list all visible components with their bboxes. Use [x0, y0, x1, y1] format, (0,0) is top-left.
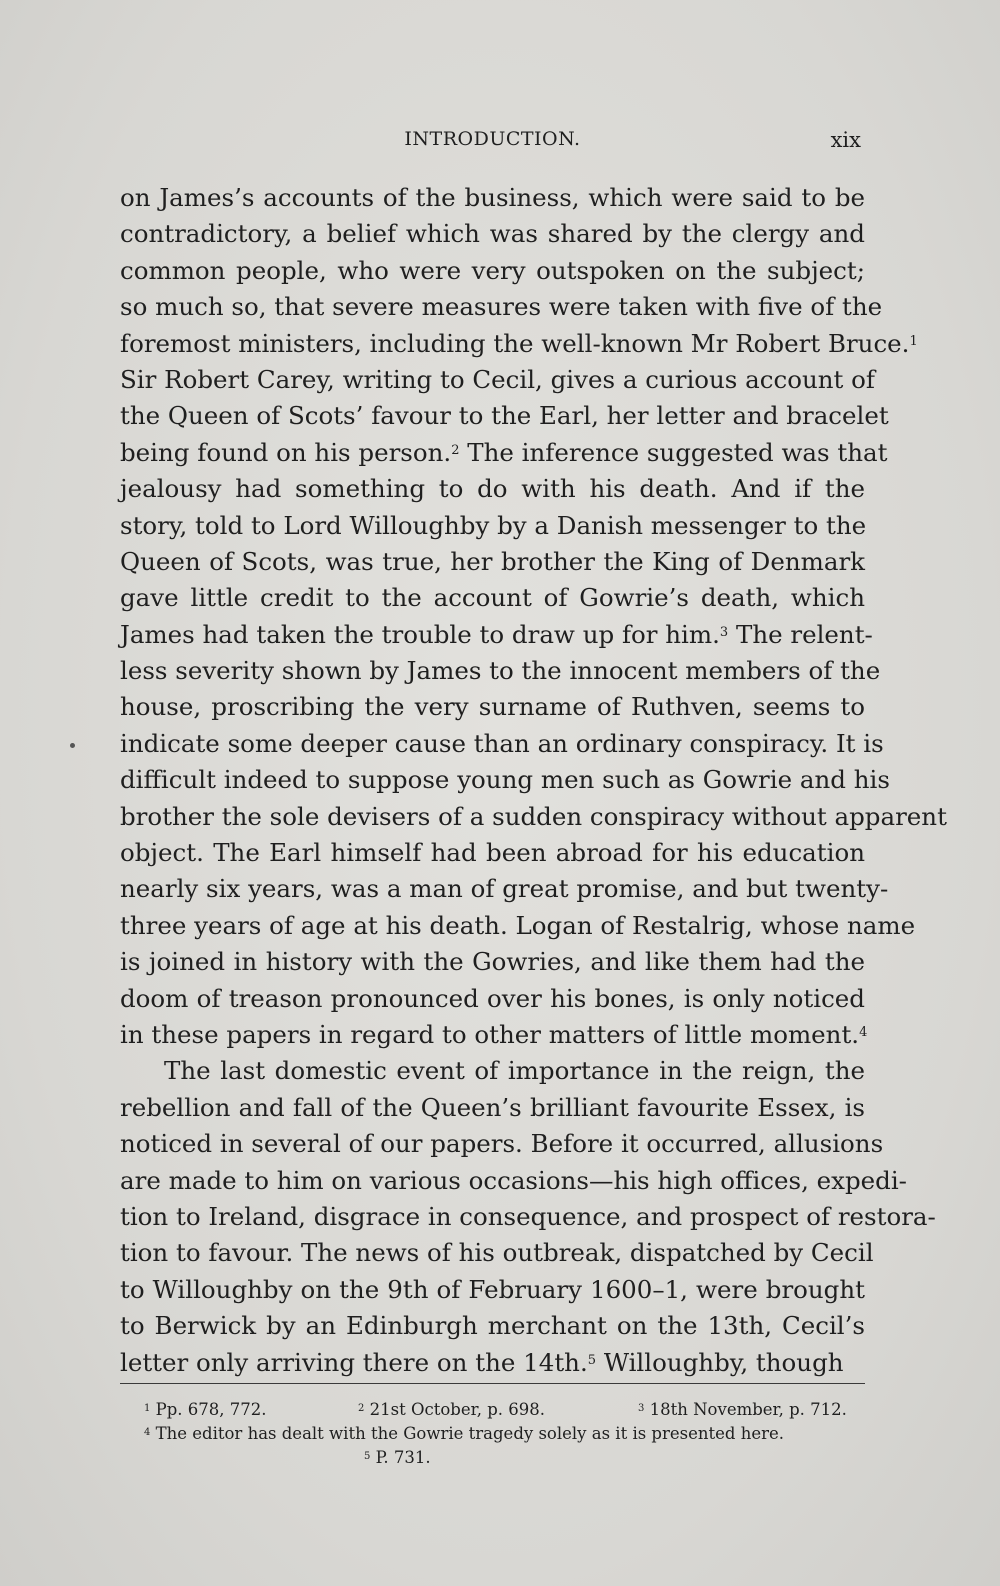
body-line	[120, 617, 873, 653]
body-line-text: Queen of Scots, was true, her brother the King of Denmark	[120, 546, 865, 576]
body-line	[120, 981, 865, 1017]
body-line-text: letter only arriving there on the 14th.	[120, 1347, 588, 1377]
body-line	[120, 362, 875, 398]
footnote-text: P. 731.	[375, 1448, 431, 1467]
body-line-text: doom of treason pronounced over his bones, is only noticed	[120, 983, 865, 1013]
footnote-mark: 1	[144, 1403, 151, 1414]
body-line	[120, 1199, 936, 1235]
body-line	[120, 908, 916, 944]
footnote-text: 18th November, p. 712.	[649, 1400, 847, 1419]
body-line-text: brother the sole devisers of a sudden conspiracy without apparent	[120, 801, 947, 831]
body-line	[120, 1272, 865, 1308]
body-line	[120, 835, 865, 871]
body-line	[120, 653, 881, 689]
body-line	[120, 871, 889, 907]
footnote-row	[120, 1398, 865, 1422]
body-line	[120, 471, 865, 507]
page-number: xix	[830, 128, 861, 152]
body-line	[120, 253, 865, 289]
body-line	[120, 1017, 868, 1053]
body-line-text: tion to favour. The news of his outbreak, dispatched by Cecil	[120, 1238, 874, 1268]
body-line-text: less severity shown by James to the innocent members of the	[120, 656, 881, 686]
body-line	[120, 1308, 865, 1344]
body-line-text: contradictory, a belief which was shared by the clergy and	[120, 219, 865, 249]
footnote-mark: 5	[364, 1451, 371, 1462]
body-line	[120, 1235, 874, 1271]
footnote-reference: 5	[587, 1352, 597, 1368]
body-line	[120, 1126, 884, 1162]
body-line-text: in these papers in regard to other matters of little moment.	[120, 1019, 860, 1049]
body-line	[120, 762, 890, 798]
body-line	[120, 326, 918, 362]
footnote-5	[364, 1446, 431, 1470]
body-line	[120, 180, 865, 216]
running-title: INTRODUCTION.	[404, 128, 581, 150]
footnote-reference: 4	[859, 1024, 868, 1040]
body-line-text: so much so, that severe measures were taken with five of the	[120, 292, 883, 322]
footnote-reference: 1	[909, 333, 918, 349]
footnote-row	[120, 1422, 865, 1446]
footnote-reference: 2	[451, 442, 460, 458]
body-line-text: three years of age at his death. Logan of Restalrig, whose name	[120, 910, 916, 940]
footnote-3	[638, 1398, 847, 1422]
body-line-text: common people, who were very outspoken on the subject;	[120, 255, 865, 285]
footnote-reference: 3	[719, 624, 729, 640]
body-line	[120, 1090, 865, 1126]
footnote-4	[144, 1422, 784, 1446]
footnote-row	[120, 1446, 865, 1470]
margin-speck	[70, 743, 75, 748]
body-line-continuation: Willoughby, though	[596, 1347, 844, 1377]
body-line	[120, 508, 865, 544]
body-line-text: to Berwick by an Edinburgh merchant on the 13th, Cecil’s	[120, 1311, 865, 1341]
footnote-2	[358, 1398, 545, 1422]
footnotes	[120, 1398, 865, 1470]
body-line-text: being found on his person.	[120, 437, 452, 467]
body-line-text: object. The Earl himself had been abroad for his education	[120, 838, 865, 868]
body-line	[120, 544, 865, 580]
body-line-text: story, told to Lord Willoughby by a Danish messenger to the	[120, 510, 867, 540]
body-line	[120, 398, 889, 434]
body-line-text: indicate some deeper cause than an ordinary conspiracy. It is	[120, 728, 884, 758]
body-line-text: is joined in history with the Gowries, and like them had the	[120, 947, 865, 977]
body-line	[120, 1163, 907, 1199]
body-line	[120, 580, 865, 616]
page-header	[120, 128, 865, 162]
body-line-text: jealousy had something to do with his death. And if the	[120, 474, 865, 504]
body-line	[120, 689, 865, 725]
body-line-text: difficult indeed to suppose young men such as Gowrie and his	[120, 765, 890, 795]
body-line-continuation: The relent-	[728, 619, 873, 649]
body-line-text: on James’s accounts of the business, which were said to be	[120, 183, 865, 212]
body-line	[120, 726, 884, 762]
body-line-text: noticed in several of our papers. Before it occurred, allusions	[120, 1129, 884, 1159]
body-line-text: James had taken the trouble to draw up for him.	[120, 619, 720, 649]
body-line	[120, 289, 883, 325]
body-line	[120, 216, 865, 252]
body-line	[120, 435, 888, 471]
body-line-continuation: The inference suggested was that	[459, 437, 888, 467]
body-line	[120, 1053, 865, 1089]
footnote-mark: 2	[358, 1403, 365, 1414]
body-line-text: gave little credit to the account of Gowrie’s death, which	[120, 583, 865, 613]
body-line	[120, 944, 865, 980]
body-line-text: are made to him on various occasions—his high offices, expedi-	[120, 1165, 907, 1195]
body-line-text: to Willoughby on the 9th of February 1600–1, were brought	[120, 1274, 865, 1304]
footnote-text: The editor has dealt with the Gowrie tragedy solely as it is presented here.	[155, 1424, 784, 1443]
footnote-text: 21st October, p. 698.	[369, 1400, 545, 1419]
body-line-text: nearly six years, was a man of great promise, and but twenty-	[120, 874, 889, 904]
body-line-text: Sir Robert Carey, writing to Cecil, gives a curious account of	[120, 364, 875, 394]
body-line-text: tion to Ireland, disgrace in consequence, and prospect of restora-	[120, 1201, 936, 1231]
body-text	[120, 180, 947, 1381]
body-line	[120, 1345, 865, 1381]
body-line-text: foremost ministers, including the well-known Mr Robert Bruce.	[120, 328, 910, 358]
footnote-mark: 4	[144, 1427, 151, 1438]
footnote-text: Pp. 678, 772.	[155, 1400, 267, 1419]
body-line-text: the Queen of Scots’ favour to the Earl, her letter and bracelet	[120, 401, 889, 431]
footnote-rule	[120, 1383, 865, 1384]
body-line-text: house, proscribing the very surname of Ruthven, seems to	[120, 692, 865, 722]
body-line-text: The last domestic event of importance in the reign, the	[164, 1056, 865, 1086]
body-line-text: rebellion and fall of the Queen’s brilliant favourite Essex, is	[120, 1092, 865, 1122]
footnote-mark: 3	[638, 1403, 645, 1414]
footnote-1	[144, 1398, 267, 1422]
body-line	[120, 799, 947, 835]
